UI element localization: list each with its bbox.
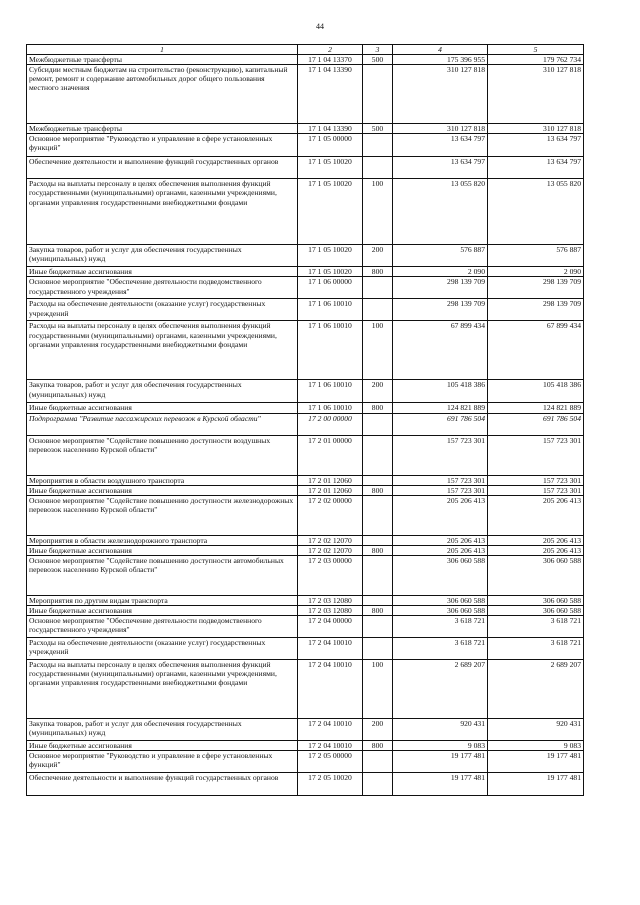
row-csr-cell: 17 2 05 00000 xyxy=(298,751,363,773)
row-csr-cell: 17 2 04 10010 xyxy=(298,719,363,741)
row-name-cell: Закупка товаров, работ и услуг для обеспечения государственных (муниципальных) нужд xyxy=(27,719,298,741)
row-csr-cell: 17 1 06 10010 xyxy=(298,321,363,380)
row-csr-cell: 17 2 03 00000 xyxy=(298,555,363,595)
row-csr-cell: 17 2 04 10010 xyxy=(298,660,363,719)
table-row xyxy=(27,435,584,475)
row-amount-2-cell: 157 723 301 xyxy=(488,435,584,475)
row-amount-2-cell: 157 723 301 xyxy=(488,475,584,485)
row-amount-2-cell: 306 060 588 xyxy=(488,595,584,605)
row-csr-cell: 17 1 06 10010 xyxy=(298,380,363,403)
table-row xyxy=(27,638,584,660)
table-row xyxy=(27,267,584,277)
row-name-cell: Расходы на выплаты персоналу в целях обеспечения выполнения функций государственными (муниципальными) органами, казенными учреждениями, органами управления государственными внебюджетными фондами xyxy=(27,321,298,380)
row-name-cell: Иные бюджетные ассигнования xyxy=(27,267,298,277)
row-vr-cell xyxy=(363,413,393,435)
row-amount-1-cell: 124 821 889 xyxy=(393,403,488,413)
table-row xyxy=(27,555,584,595)
row-csr-cell: 17 2 00 00000 xyxy=(298,413,363,435)
row-csr-cell: 17 1 05 10020 xyxy=(298,245,363,267)
row-amount-1-cell: 175 396 955 xyxy=(393,55,488,65)
row-csr-cell: 17 2 02 00000 xyxy=(298,495,363,535)
row-amount-1-cell: 9 083 xyxy=(393,741,488,751)
row-amount-1-cell: 13 634 797 xyxy=(393,157,488,179)
row-csr-cell: 17 1 06 10010 xyxy=(298,403,363,413)
row-vr-cell: 800 xyxy=(363,741,393,751)
row-amount-2-cell: 179 762 734 xyxy=(488,55,584,65)
table-header-row xyxy=(27,45,584,55)
row-amount-2-cell: 13 634 797 xyxy=(488,157,584,179)
table-row xyxy=(27,535,584,545)
row-amount-1-cell: 205 206 413 xyxy=(393,495,488,535)
row-name-cell: Основное мероприятие "Содействие повышению доступности воздушных перевозок населению Курской области" xyxy=(27,435,298,475)
row-name-cell: Межбюджетные трансферты xyxy=(27,124,298,134)
table-row xyxy=(27,413,584,435)
column-header-vr: 3 xyxy=(363,45,393,55)
row-vr-cell xyxy=(363,277,393,299)
row-vr-cell: 100 xyxy=(363,321,393,380)
row-vr-cell: 200 xyxy=(363,719,393,741)
row-vr-cell: 800 xyxy=(363,267,393,277)
row-amount-1-cell: 310 127 818 xyxy=(393,65,488,124)
row-vr-cell: 200 xyxy=(363,245,393,267)
table-row xyxy=(27,299,584,321)
row-amount-2-cell: 67 899 434 xyxy=(488,321,584,380)
row-amount-2-cell: 124 821 889 xyxy=(488,403,584,413)
row-name-cell: Мероприятия в области железнодорожного транспорта xyxy=(27,535,298,545)
row-amount-2-cell: 19 177 481 xyxy=(488,751,584,773)
row-vr-cell xyxy=(363,65,393,124)
row-name-cell: Закупка товаров, работ и услуг для обеспечения государственных (муниципальных) нужд xyxy=(27,245,298,267)
row-amount-1-cell: 310 127 818 xyxy=(393,124,488,134)
row-name-cell: Основное мероприятие "Руководство и управление в сфере установленных функций" xyxy=(27,134,298,157)
row-name-cell: Расходы на обеспечение деятельности (оказание услуг) государственных учреждений xyxy=(27,299,298,321)
row-amount-1-cell: 105 418 386 xyxy=(393,380,488,403)
row-amount-1-cell: 205 206 413 xyxy=(393,535,488,545)
row-amount-1-cell: 157 723 301 xyxy=(393,435,488,475)
row-csr-cell: 17 1 05 10020 xyxy=(298,157,363,179)
row-csr-cell: 17 1 06 00000 xyxy=(298,277,363,299)
table-row xyxy=(27,245,584,267)
row-amount-2-cell: 920 431 xyxy=(488,719,584,741)
row-name-cell: Подпрограмма "Развитие пассажирских перевозок в Курской области" xyxy=(27,413,298,435)
row-amount-1-cell: 298 139 709 xyxy=(393,299,488,321)
row-amount-1-cell: 306 060 588 xyxy=(393,555,488,595)
row-amount-2-cell: 310 127 818 xyxy=(488,65,584,124)
row-vr-cell: 500 xyxy=(363,124,393,134)
row-amount-1-cell: 13 634 797 xyxy=(393,134,488,157)
row-csr-cell: 17 2 01 00000 xyxy=(298,435,363,475)
row-csr-cell: 17 1 05 10020 xyxy=(298,267,363,277)
row-amount-2-cell: 13 634 797 xyxy=(488,134,584,157)
row-name-cell: Иные бюджетные ассигнования xyxy=(27,545,298,555)
row-csr-cell: 17 1 05 00000 xyxy=(298,134,363,157)
row-name-cell: Основное мероприятие "Руководство и управление в сфере установленных функций" xyxy=(27,751,298,773)
table-row xyxy=(27,495,584,535)
table-row xyxy=(27,124,584,134)
row-vr-cell: 200 xyxy=(363,380,393,403)
row-amount-2-cell: 2 689 207 xyxy=(488,660,584,719)
row-name-cell: Обеспечение деятельности и выполнение функций государственных органов xyxy=(27,157,298,179)
column-header-csr: 2 xyxy=(298,45,363,55)
row-name-cell: Закупка товаров, работ и услуг для обеспечения государственных (муниципальных) нужд xyxy=(27,380,298,403)
column-header-amount-1: 4 xyxy=(393,45,488,55)
row-name-cell: Иные бюджетные ассигнования xyxy=(27,485,298,495)
row-csr-cell: 17 2 01 12060 xyxy=(298,475,363,485)
row-vr-cell xyxy=(363,157,393,179)
table-row xyxy=(27,485,584,495)
row-amount-1-cell: 205 206 413 xyxy=(393,545,488,555)
table-row xyxy=(27,475,584,485)
row-amount-1-cell: 19 177 481 xyxy=(393,751,488,773)
table-row xyxy=(27,751,584,773)
row-vr-cell xyxy=(363,475,393,485)
table-row xyxy=(27,65,584,124)
row-csr-cell: 17 1 04 13390 xyxy=(298,65,363,124)
row-vr-cell: 100 xyxy=(363,660,393,719)
row-vr-cell xyxy=(363,299,393,321)
row-amount-2-cell: 157 723 301 xyxy=(488,485,584,495)
row-vr-cell: 500 xyxy=(363,55,393,65)
row-amount-1-cell: 157 723 301 xyxy=(393,475,488,485)
row-vr-cell: 100 xyxy=(363,179,393,245)
row-amount-2-cell: 19 177 481 xyxy=(488,773,584,796)
row-name-cell: Иные бюджетные ассигнования xyxy=(27,403,298,413)
row-csr-cell: 17 2 04 10010 xyxy=(298,638,363,660)
table-row xyxy=(27,179,584,245)
row-amount-1-cell: 2 689 207 xyxy=(393,660,488,719)
row-vr-cell xyxy=(363,616,393,638)
row-amount-1-cell: 306 060 588 xyxy=(393,595,488,605)
row-vr-cell: 800 xyxy=(363,485,393,495)
row-csr-cell: 17 1 06 10010 xyxy=(298,299,363,321)
table-row xyxy=(27,321,584,380)
row-name-cell: Субсидии местным бюджетам на строительство (реконструкцию), капитальный ремонт, ремонт и содержание автомобильных дорог общего пользования местного значения xyxy=(27,65,298,124)
row-csr-cell: 17 2 03 12080 xyxy=(298,606,363,616)
row-vr-cell xyxy=(363,638,393,660)
row-vr-cell xyxy=(363,495,393,535)
row-amount-1-cell: 2 090 xyxy=(393,267,488,277)
row-amount-1-cell: 920 431 xyxy=(393,719,488,741)
row-name-cell: Межбюджетные трансферты xyxy=(27,55,298,65)
column-header-amount-2: 5 xyxy=(488,45,584,55)
row-vr-cell: 800 xyxy=(363,545,393,555)
budget-table xyxy=(26,44,584,796)
row-vr-cell xyxy=(363,435,393,475)
row-amount-2-cell: 576 887 xyxy=(488,245,584,267)
row-csr-cell: 17 2 02 12070 xyxy=(298,545,363,555)
row-name-cell: Основное мероприятие "Содействие повышению доступности железнодорожных перевозок населению Курской области" xyxy=(27,495,298,535)
row-csr-cell: 17 1 04 13370 xyxy=(298,55,363,65)
row-vr-cell: 800 xyxy=(363,606,393,616)
row-amount-1-cell: 691 786 504 xyxy=(393,413,488,435)
row-amount-2-cell: 310 127 818 xyxy=(488,124,584,134)
row-vr-cell xyxy=(363,751,393,773)
row-name-cell: Мероприятия в области воздушного транспорта xyxy=(27,475,298,485)
row-amount-1-cell: 306 060 588 xyxy=(393,606,488,616)
row-amount-2-cell: 306 060 588 xyxy=(488,555,584,595)
row-name-cell: Основное мероприятие "Содействие повышению доступности автомобильных перевозок населению Курской области" xyxy=(27,555,298,595)
table-row xyxy=(27,55,584,65)
row-name-cell: Основное мероприятие "Обеспечение деятельности подведомственного государственного учреждения" xyxy=(27,616,298,638)
row-name-cell: Обеспечение деятельности и выполнение функций государственных органов xyxy=(27,773,298,796)
row-name-cell: Иные бюджетные ассигнования xyxy=(27,606,298,616)
row-amount-1-cell: 13 055 820 xyxy=(393,179,488,245)
row-amount-2-cell: 306 060 588 xyxy=(488,606,584,616)
row-amount-2-cell: 9 083 xyxy=(488,741,584,751)
row-name-cell: Расходы на выплаты персоналу в целях обеспечения выполнения функций государственными (муниципальными) органами, казенными учреждениями, органами управления государственными внебюджетными фондами xyxy=(27,179,298,245)
row-csr-cell: 17 2 04 10010 xyxy=(298,741,363,751)
row-vr-cell xyxy=(363,555,393,595)
row-amount-2-cell: 205 206 413 xyxy=(488,545,584,555)
row-vr-cell xyxy=(363,595,393,605)
row-vr-cell xyxy=(363,773,393,796)
row-name-cell: Иные бюджетные ассигнования xyxy=(27,741,298,751)
table-row xyxy=(27,606,584,616)
row-amount-1-cell: 3 618 721 xyxy=(393,638,488,660)
row-amount-2-cell: 691 786 504 xyxy=(488,413,584,435)
row-amount-2-cell: 298 139 709 xyxy=(488,299,584,321)
row-amount-2-cell: 2 090 xyxy=(488,267,584,277)
row-amount-2-cell: 13 055 820 xyxy=(488,179,584,245)
row-amount-1-cell: 3 618 721 xyxy=(393,616,488,638)
row-csr-cell: 17 2 05 10020 xyxy=(298,773,363,796)
row-name-cell: Мероприятия по другим видам транспорта xyxy=(27,595,298,605)
table-row xyxy=(27,380,584,403)
row-vr-cell xyxy=(363,535,393,545)
row-csr-cell: 17 2 01 12060 xyxy=(298,485,363,495)
row-csr-cell: 17 1 04 13390 xyxy=(298,124,363,134)
table-row xyxy=(27,545,584,555)
table-row xyxy=(27,277,584,299)
row-amount-2-cell: 3 618 721 xyxy=(488,638,584,660)
page-number: 44 xyxy=(316,22,324,31)
table-row xyxy=(27,134,584,157)
row-name-cell: Расходы на обеспечение деятельности (оказание услуг) государственных учреждений xyxy=(27,638,298,660)
row-amount-1-cell: 576 887 xyxy=(393,245,488,267)
table-row xyxy=(27,660,584,719)
table-body xyxy=(27,55,584,796)
table-row xyxy=(27,741,584,751)
row-amount-2-cell: 3 618 721 xyxy=(488,616,584,638)
table-row xyxy=(27,595,584,605)
row-vr-cell xyxy=(363,134,393,157)
row-amount-1-cell: 298 139 709 xyxy=(393,277,488,299)
row-amount-1-cell: 157 723 301 xyxy=(393,485,488,495)
row-csr-cell: 17 2 02 12070 xyxy=(298,535,363,545)
row-amount-2-cell: 298 139 709 xyxy=(488,277,584,299)
row-amount-2-cell: 205 206 413 xyxy=(488,495,584,535)
row-name-cell: Основное мероприятие "Обеспечение деятельности подведомственного государственного учреждения" xyxy=(27,277,298,299)
row-amount-2-cell: 205 206 413 xyxy=(488,535,584,545)
table-row xyxy=(27,157,584,179)
table-row xyxy=(27,403,584,413)
table-row xyxy=(27,773,584,796)
row-amount-1-cell: 67 899 434 xyxy=(393,321,488,380)
row-vr-cell: 800 xyxy=(363,403,393,413)
row-csr-cell: 17 2 04 00000 xyxy=(298,616,363,638)
row-csr-cell: 17 2 03 12080 xyxy=(298,595,363,605)
row-csr-cell: 17 1 05 10020 xyxy=(298,179,363,245)
row-name-cell: Расходы на выплаты персоналу в целях обеспечения выполнения функций государственными (муниципальными) органами, казенными учреждениями, органами управления государственными внебюджетными фондами xyxy=(27,660,298,719)
row-amount-1-cell: 19 177 481 xyxy=(393,773,488,796)
column-header-name: 1 xyxy=(27,45,298,55)
table-row xyxy=(27,616,584,638)
row-amount-2-cell: 105 418 386 xyxy=(488,380,584,403)
table-row xyxy=(27,719,584,741)
